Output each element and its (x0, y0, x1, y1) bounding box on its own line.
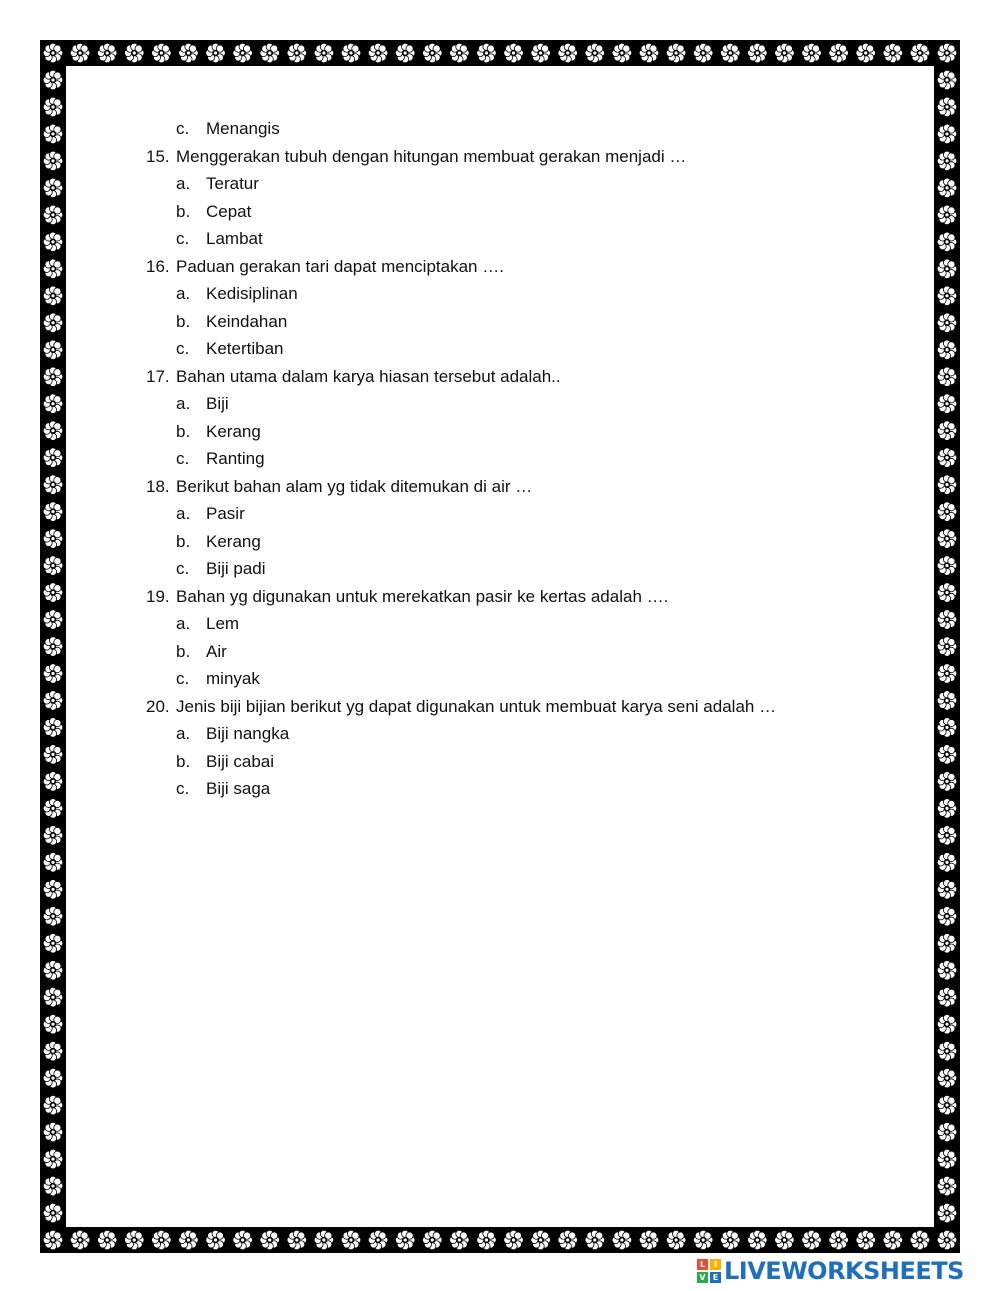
answer-option (176, 201, 251, 223)
flower-icon (43, 556, 63, 576)
flower-icon (720, 43, 740, 63)
flower-icon (206, 43, 226, 63)
option-letter: c. (176, 779, 190, 798)
flower-icon (43, 1176, 63, 1196)
flower-icon (314, 1230, 334, 1250)
option-text: Biji padi (206, 559, 266, 578)
answer-option (176, 751, 274, 773)
flower-icon (937, 178, 957, 198)
option-letter: c. (176, 559, 190, 578)
option-text: Kedisiplinan (206, 284, 298, 303)
question-text: Menggerakan tubuh dengan hitungan membuat gerakan menjadi … (176, 146, 687, 166)
flower-icon (937, 933, 957, 953)
answer-option (176, 118, 280, 140)
flower-icon (748, 1230, 768, 1250)
flower-icon (937, 745, 957, 765)
option-text: Teratur (206, 174, 259, 193)
question-number: 19. (146, 586, 170, 606)
flower-icon (937, 475, 957, 495)
flower-icon (531, 1230, 551, 1250)
flower-icon (937, 1203, 957, 1223)
flower-icon (937, 799, 957, 819)
flower-icon (43, 745, 63, 765)
flower-icon (395, 43, 415, 63)
logo-block: L (697, 1259, 708, 1270)
flower-icon (287, 1230, 307, 1250)
option-text: minyak (206, 669, 260, 688)
flower-icon (937, 583, 957, 603)
flower-icon (43, 906, 63, 926)
flower-icon (260, 1230, 280, 1250)
answer-option (176, 338, 284, 360)
answer-option (176, 668, 260, 690)
answer-option (176, 228, 263, 250)
flower-icon (937, 124, 957, 144)
flower-icon (937, 1041, 957, 1061)
option-text: Biji cabai (206, 751, 275, 771)
flower-icon (43, 1068, 63, 1088)
flower-icon (43, 1014, 63, 1034)
flower-icon (43, 448, 63, 468)
flower-icon (802, 1230, 822, 1250)
option-text: Pasir (206, 504, 245, 523)
flower-icon (937, 232, 957, 252)
option-letter: b. (176, 531, 191, 551)
option-letter: a. (176, 504, 191, 523)
flower-icon (910, 43, 930, 63)
flower-icon (910, 1230, 930, 1250)
flower-icon (124, 1230, 144, 1250)
flower-icon (179, 43, 199, 63)
flower-icon (829, 1230, 849, 1250)
flower-icon (43, 529, 63, 549)
flower-icon (43, 610, 63, 630)
flower-icon (937, 1176, 957, 1196)
flower-icon (477, 1230, 497, 1250)
flower-icon (43, 340, 63, 360)
answer-option (176, 173, 259, 195)
flower-icon (43, 124, 63, 144)
flower-icon (585, 1230, 605, 1250)
flower-icon (43, 97, 63, 117)
flower-icon (639, 43, 659, 63)
question-item (146, 146, 686, 168)
flower-icon (43, 475, 63, 495)
flower-icon (937, 1095, 957, 1115)
flower-icon (937, 70, 957, 90)
flower-icon (937, 987, 957, 1007)
flower-icon (775, 43, 795, 63)
option-letter: a. (176, 174, 191, 193)
flower-icon (937, 1230, 957, 1250)
question-number: 16. (146, 256, 170, 276)
option-text: Ranting (206, 449, 265, 468)
option-letter: c. (176, 119, 190, 138)
flower-icon (477, 43, 497, 63)
option-text: Ketertiban (206, 339, 284, 358)
logo-blocks (697, 1259, 721, 1283)
question-text: Bahan yg digunakan untuk merekatkan pasir ke kertas adalah …. (176, 586, 669, 606)
flower-icon (43, 313, 63, 333)
flower-icon (422, 1230, 442, 1250)
flower-icon (937, 960, 957, 980)
flower-icon (422, 43, 442, 63)
flower-icon (504, 43, 524, 63)
answer-option (176, 421, 261, 443)
option-text: Lem (206, 614, 240, 633)
flower-icon (43, 1203, 63, 1223)
option-letter: c. (176, 449, 190, 468)
flower-icon (368, 43, 388, 63)
flower-icon (43, 367, 63, 387)
flower-icon (937, 43, 957, 63)
flower-icon (43, 502, 63, 522)
question-item (146, 476, 532, 498)
question-item (146, 586, 668, 608)
flower-icon (43, 772, 63, 792)
flower-icon (43, 1122, 63, 1142)
flower-icon (937, 879, 957, 899)
flower-icon (693, 43, 713, 63)
logo-text: LIVEWORKSHEETS (724, 1257, 964, 1285)
question-item (146, 256, 504, 278)
flower-icon (395, 1230, 415, 1250)
flower-icon (43, 70, 63, 90)
option-text: Biji nangka (206, 724, 290, 743)
flower-icon (43, 43, 63, 63)
flower-icon (43, 960, 63, 980)
flower-icon (937, 313, 957, 333)
flower-icon (748, 43, 768, 63)
question-number: 15. (146, 146, 170, 166)
option-letter: b. (176, 421, 191, 441)
flower-icon (856, 43, 876, 63)
question-text: Bahan utama dalam karya hiasan tersebut adalah.. (176, 366, 561, 386)
answer-option (176, 448, 265, 470)
logo-block: I (710, 1259, 721, 1270)
flower-icon (450, 43, 470, 63)
flower-icon (937, 556, 957, 576)
flower-icon (937, 421, 957, 441)
option-text: Air (206, 641, 227, 661)
option-text: Lambat (206, 229, 263, 248)
flower-icon (179, 1230, 199, 1250)
flower-icon (233, 43, 253, 63)
flower-icon (260, 43, 280, 63)
question-item (146, 696, 776, 718)
flower-icon (937, 853, 957, 873)
flower-icon (937, 637, 957, 657)
flower-icon (937, 1149, 957, 1169)
flower-icon (937, 286, 957, 306)
flower-icon (233, 1230, 253, 1250)
flower-icon (720, 1230, 740, 1250)
flower-icon (937, 340, 957, 360)
flower-icon (937, 448, 957, 468)
flower-icon (43, 259, 63, 279)
liveworksheets-logo (697, 1257, 964, 1285)
flower-icon (937, 826, 957, 846)
answer-option (176, 283, 298, 305)
flower-icon (314, 43, 334, 63)
option-letter: c. (176, 339, 190, 358)
flower-icon (558, 43, 578, 63)
flower-icon (43, 933, 63, 953)
flower-icon (43, 718, 63, 738)
flower-icon (937, 718, 957, 738)
option-text: Biji (206, 394, 229, 413)
option-letter: c. (176, 229, 190, 248)
logo-block: V (697, 1272, 708, 1283)
option-text: Menangis (206, 119, 280, 138)
option-letter: b. (176, 641, 191, 661)
flower-icon (43, 421, 63, 441)
answer-option (176, 311, 287, 333)
option-text: Cepat (206, 201, 252, 221)
flower-icon (937, 394, 957, 414)
flower-icon (585, 43, 605, 63)
flower-icon (43, 583, 63, 603)
option-letter: a. (176, 284, 191, 303)
flower-icon (368, 1230, 388, 1250)
question-text: Paduan gerakan tari dapat menciptakan …. (176, 256, 504, 276)
flower-icon (856, 1230, 876, 1250)
option-text: Kerang (206, 421, 261, 441)
flower-icon (937, 1068, 957, 1088)
flower-icon (43, 286, 63, 306)
question-number: 20. (146, 696, 170, 716)
flower-icon (206, 1230, 226, 1250)
flower-icon (937, 502, 957, 522)
flower-icon (775, 1230, 795, 1250)
flower-icon (937, 1122, 957, 1142)
flower-icon (883, 1230, 903, 1250)
flower-icon (937, 772, 957, 792)
flower-icon (43, 205, 63, 225)
flower-icon (43, 178, 63, 198)
question-text: Berikut bahan alam yg tidak ditemukan di air … (176, 476, 533, 496)
flower-icon (883, 43, 903, 63)
flower-icon (43, 664, 63, 684)
answer-option (176, 393, 229, 415)
flower-icon (43, 879, 63, 899)
flower-icon (70, 1230, 90, 1250)
flower-icon (43, 1041, 63, 1061)
flower-icon (43, 232, 63, 252)
flower-icon (558, 1230, 578, 1250)
question-item (146, 366, 561, 388)
flower-icon (937, 151, 957, 171)
answer-option (176, 641, 227, 663)
option-letter: b. (176, 751, 191, 771)
flower-icon (43, 637, 63, 657)
flower-icon (693, 1230, 713, 1250)
flower-icon (450, 1230, 470, 1250)
flower-icon (802, 43, 822, 63)
flower-icon (937, 259, 957, 279)
flower-icon (612, 1230, 632, 1250)
option-letter: b. (176, 311, 191, 331)
flower-icon (124, 43, 144, 63)
answer-option (176, 503, 245, 525)
answer-option (176, 558, 266, 580)
flower-icon (666, 1230, 686, 1250)
option-letter: b. (176, 201, 191, 221)
flower-icon (937, 205, 957, 225)
flower-icon (666, 43, 686, 63)
flower-icon (43, 1095, 63, 1115)
option-letter: a. (176, 394, 191, 413)
question-text: Jenis biji bijian berikut yg dapat digunakan untuk membuat karya seni adalah … (176, 696, 777, 716)
flower-icon (341, 1230, 361, 1250)
option-letter: a. (176, 614, 191, 633)
answer-option (176, 531, 261, 553)
flower-icon (287, 43, 307, 63)
flower-icon (97, 43, 117, 63)
option-letter: c. (176, 669, 190, 688)
flower-icon (639, 1230, 659, 1250)
answer-option (176, 613, 239, 635)
flower-icon (43, 151, 63, 171)
flower-icon (43, 691, 63, 711)
flower-icon (829, 43, 849, 63)
flower-icon (43, 987, 63, 1007)
flower-icon (43, 853, 63, 873)
option-text: Kerang (206, 531, 261, 551)
option-text: Biji saga (206, 779, 271, 798)
flower-icon (937, 906, 957, 926)
flower-icon (43, 1149, 63, 1169)
flower-icon (152, 1230, 172, 1250)
logo-block: E (710, 1272, 721, 1283)
flower-icon (43, 826, 63, 846)
flower-icon (937, 1014, 957, 1034)
question-number: 18. (146, 476, 170, 496)
flower-icon (152, 43, 172, 63)
flower-icon (504, 1230, 524, 1250)
flower-icon (937, 367, 957, 387)
answer-option (176, 723, 289, 745)
flower-icon (531, 43, 551, 63)
flower-icon (97, 1230, 117, 1250)
flower-icon (937, 610, 957, 630)
flower-icon (937, 97, 957, 117)
option-text: Keindahan (206, 311, 288, 331)
flower-icon (43, 799, 63, 819)
flower-icon (43, 1230, 63, 1250)
flower-icon (43, 394, 63, 414)
question-number: 17. (146, 366, 170, 386)
answer-option (176, 778, 270, 800)
flower-icon (937, 691, 957, 711)
flower-icon (341, 43, 361, 63)
flower-icon (70, 43, 90, 63)
flower-icon (612, 43, 632, 63)
flower-icon (937, 664, 957, 684)
option-letter: a. (176, 724, 191, 743)
flower-icon (937, 529, 957, 549)
